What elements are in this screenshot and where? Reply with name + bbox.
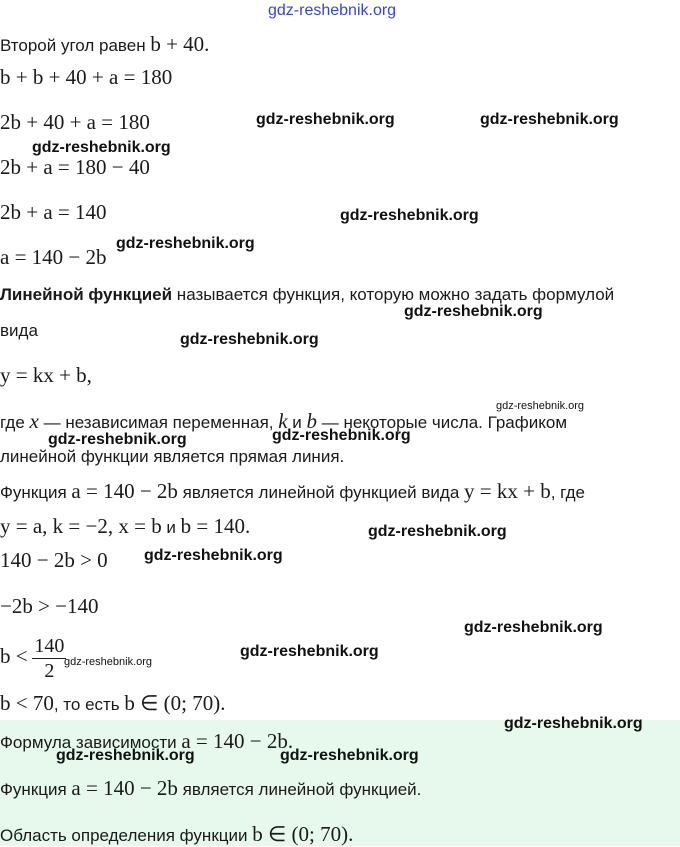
watermark: gdz-reshebnik.org — [240, 643, 379, 660]
watermark: gdz-reshebnik.org — [464, 619, 603, 636]
inequality-2: −2b > −140 — [0, 594, 99, 618]
watermark-small: gdz-reshebnik.org — [496, 400, 585, 412]
watermark: gdz-reshebnik.org — [480, 111, 619, 128]
watermark: gdz-reshebnik.org — [48, 431, 187, 448]
definition-line-1: Линейной функцией называется функция, которую можно задать формулой — [0, 285, 615, 304]
watermark: gdz-reshebnik.org — [116, 235, 255, 252]
inequality-1: 140 − 2b > 0 — [0, 548, 108, 572]
watermark: gdz-reshebnik.org — [280, 747, 419, 764]
watermark: gdz-reshebnik.org — [368, 523, 507, 540]
watermark-small: gdz-reshebnik.org — [64, 656, 153, 668]
equation-4: 2b + a = 140 — [0, 200, 107, 224]
watermark-top: gdz-reshebnik.org — [268, 2, 397, 19]
watermark: gdz-reshebnik.org — [56, 747, 195, 764]
where-line-2: линейной функции является прямая линия. — [0, 447, 345, 466]
watermark: gdz-reshebnik.org — [32, 139, 171, 156]
watermark: gdz-reshebnik.org — [504, 715, 643, 732]
answer-domain: Область определения функции b ∈ (0; 70). — [0, 822, 354, 846]
definition-line-2: вида — [0, 321, 38, 340]
where-line-1: где x — независимая переменная, k и b — некоторые числа. Графиком — [0, 409, 568, 433]
answer-linear: Функция a = 140 − 2b является линейной функцией. — [0, 776, 422, 800]
formula-linear: y = kx + b, — [0, 363, 92, 387]
function-statement: Функция a = 140 − 2b является линейной функцией вида y = kx + b, где — [0, 479, 585, 503]
watermark: gdz-reshebnik.org — [144, 547, 283, 564]
statement-second-angle: Второй угол равен b + 40. — [0, 32, 210, 56]
equation-2: 2b + 40 + a = 180 — [0, 110, 150, 134]
watermark: gdz-reshebnik.org — [256, 111, 395, 128]
watermark: gdz-reshebnik.org — [180, 331, 319, 348]
fraction-denominator: 2 — [44, 660, 55, 683]
inequality-4: b < 70, то есть b ∈ (0; 70). — [0, 691, 226, 715]
answer-formula: Формула зависимости a = 140 − 2b. — [0, 729, 294, 753]
watermark: gdz-reshebnik.org — [404, 303, 543, 320]
watermark: gdz-reshebnik.org — [340, 207, 479, 224]
inequality-3: b < $\frac{140}{2}$ — [0, 635, 65, 683]
watermark: gdz-reshebnik.org — [272, 427, 411, 444]
fraction-numerator: 140 — [34, 635, 65, 658]
equation-3: 2b + a = 180 − 40 — [0, 155, 150, 179]
equation-5: a = 140 − 2b — [0, 245, 107, 269]
substitution-line: y = a, k = −2, x = b и b = 140. — [0, 514, 251, 538]
equation-1: b + b + 40 + a = 180 — [0, 65, 173, 89]
fraction — [32, 634, 66, 683]
